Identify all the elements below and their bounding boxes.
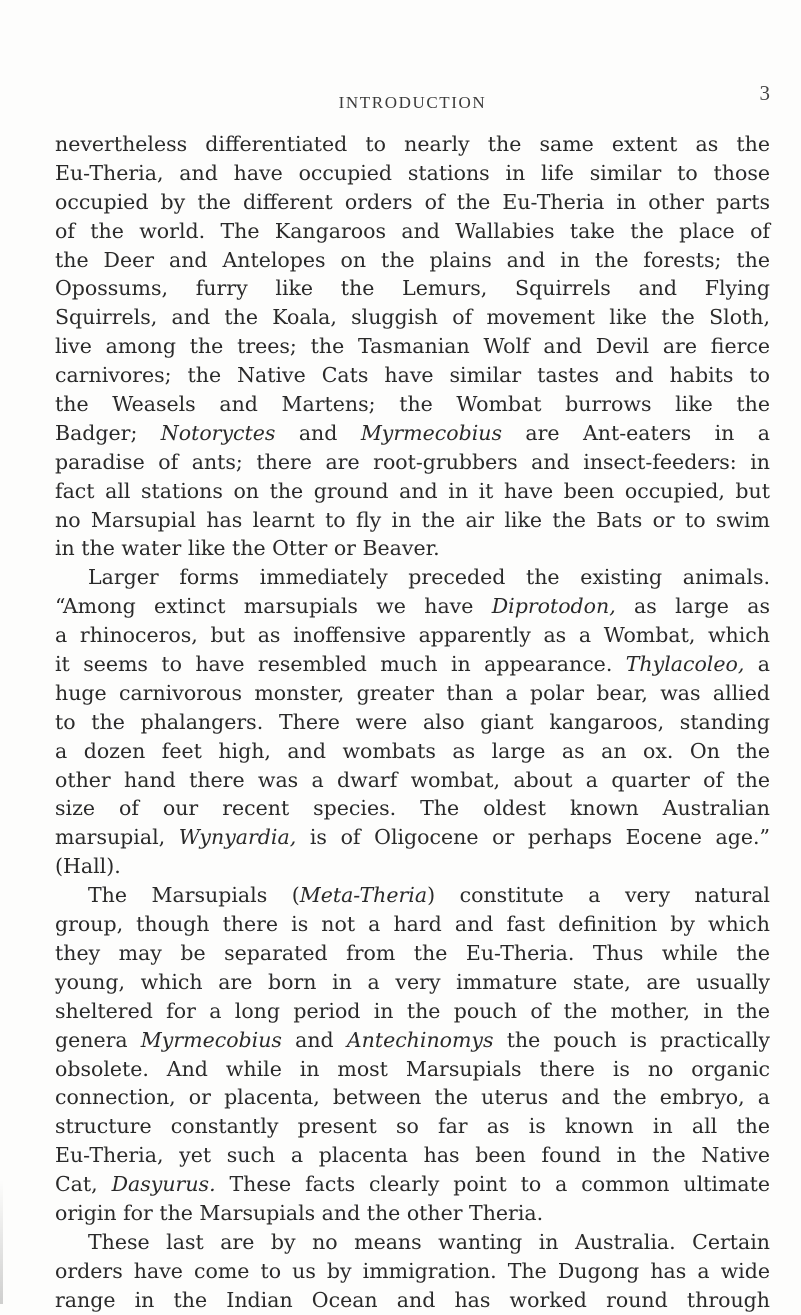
running-title: INTRODUCTION [338, 93, 487, 112]
text-line [55, 477, 770, 506]
text-line [55, 592, 770, 621]
text-run: sheltered for a long period in the pouch of the mother, in the [55, 998, 770, 1023]
italic-term: Meta-Theria [299, 883, 428, 908]
text-line [55, 679, 770, 708]
text-run: Badger; [55, 420, 161, 445]
italic-term: Wynyardia, [178, 825, 297, 850]
text-line [55, 1141, 770, 1170]
italic-term: Antechinomys [346, 1027, 494, 1052]
italic-term: Myrmecobius [360, 420, 502, 445]
text-line [55, 794, 770, 823]
text-line [55, 621, 770, 650]
text-run: the Deer and Antelopes on the plains and in the forests; the [55, 247, 770, 272]
text-line [55, 1026, 770, 1055]
italic-term: Thylacoleo, [625, 652, 745, 677]
text-line [55, 1257, 770, 1286]
text-line [55, 274, 770, 303]
text-run: ) constitute a very natural [427, 883, 770, 908]
text-line [55, 1199, 770, 1228]
text-run: Eu-Theria, yet such a placenta has been found in the Native [55, 1143, 770, 1168]
text-run: young, which are born in a very immature state, are usually [55, 969, 770, 994]
text-line [55, 361, 770, 390]
text-line [55, 506, 770, 535]
text-run: it seems to have resembled much in appearance. [55, 652, 626, 677]
text-line [55, 159, 770, 188]
text-line [55, 130, 770, 159]
text-line [55, 246, 770, 275]
text-run: origin for the Marsupials and the other Theria. [55, 1200, 544, 1225]
running-head [55, 81, 770, 121]
text-run: the Weasels and Martens; the Wombat burrows like the [55, 392, 770, 417]
text-line [55, 390, 770, 419]
text-run: obsolete. And while in most Marsupials there is no organic [55, 1056, 770, 1081]
text-run: nevertheless differentiated to nearly the same extent as the [55, 132, 770, 156]
text-line [55, 1112, 770, 1141]
text-line [55, 332, 770, 361]
text-run: marsupial, [55, 825, 179, 850]
text-run: occupied by the different orders of the Eu-Theria in other parts [55, 189, 770, 214]
text-line [55, 708, 770, 737]
text-run: live among the trees; the Tasmanian Wolf and Devil are fierce [55, 334, 770, 359]
text-run: “Among extinct marsupials we have [55, 594, 492, 619]
text-line [55, 1083, 770, 1112]
page-number: 3 [759, 81, 770, 105]
text-line [55, 823, 770, 852]
text-run: Eu-Theria, and have occupied stations in life similar to those [55, 160, 770, 185]
text-run: The Marsupials ( [88, 883, 300, 908]
text-run: structure constantly present so far as is known in all the [55, 1114, 770, 1139]
text-run: other hand there was a dwarf wombat, about a quarter of the [55, 767, 770, 792]
text-run: to the phalangers. There were also giant kangaroos, standing [55, 709, 770, 734]
text-run: Squirrels, and the Koala, sluggish of movement like the Sloth, [55, 305, 770, 330]
text-run: in the water like the Otter or Beaver. [55, 536, 440, 561]
text-run: Opossums, furry like the Lemurs, Squirrels and Flying [55, 276, 770, 301]
text-line [55, 563, 770, 592]
text-run: as large as [615, 594, 770, 619]
text-line [55, 1286, 770, 1315]
text-run: a rhinoceros, but as inoffensive apparently as a Wombat, which [55, 623, 770, 648]
text-run: group, though there is not a hard and fast definition by which [55, 912, 770, 937]
text-line [55, 1055, 770, 1084]
text-line [55, 217, 770, 246]
text-line [55, 766, 770, 795]
text-line [55, 1228, 770, 1257]
text-run: range in the Indian Ocean and has worked round through [55, 1287, 770, 1312]
text-run: a [744, 652, 770, 677]
text-line [55, 419, 770, 448]
text-run: orders have come to us by immigration. The Dugong has a wide [55, 1258, 770, 1283]
text-line [55, 534, 770, 563]
text-run: Larger forms immediately preceded the existing animals. [88, 565, 770, 590]
text-run: paradise of ants; there are root-grubbers and insect-feeders: in [55, 449, 770, 474]
text-line [55, 997, 770, 1026]
text-line [55, 968, 770, 997]
text-run: size of our recent species. The oldest known Australian [55, 796, 770, 821]
text-run: no Marsupial has learnt to fly in the air like the Bats or to swim [55, 507, 770, 532]
text-line [55, 650, 770, 679]
text-line [55, 188, 770, 217]
text-line [55, 910, 770, 939]
text-run: (Hall). [55, 854, 121, 879]
text-run: is of Oligocene or perhaps Eocene age.” [296, 825, 770, 850]
body-text [55, 130, 770, 1315]
text-line [55, 448, 770, 477]
italic-term: Dasyurus. [111, 1172, 216, 1197]
text-run: These last are by no means wanting in Australia. Certain [88, 1229, 770, 1254]
text-line [55, 737, 770, 766]
text-run: and [281, 1027, 347, 1052]
text-run: and [275, 420, 361, 445]
text-line [55, 939, 770, 968]
text-line [55, 303, 770, 332]
text-run: are Ant-eaters in a [501, 420, 770, 445]
italic-term: Notoryctes [160, 420, 276, 445]
italic-term: Myrmecobius [140, 1027, 282, 1052]
italic-term: Diprotodon, [491, 594, 616, 619]
text-run: carnivores; the Native Cats have similar tastes and habits to [55, 363, 770, 388]
text-line [55, 852, 770, 881]
text-run: the pouch is practically [493, 1027, 770, 1052]
text-run: connection, or placenta, between the uterus and the embryo, a [55, 1085, 770, 1110]
page-edge-shadow [0, 1180, 3, 1304]
text-run: genera [55, 1027, 141, 1052]
text-run: they may be separated from the Eu-Theria. Thus while the [55, 940, 770, 965]
text-run: a dozen feet high, and wombats as large as an ox. On the [55, 738, 770, 763]
text-line [55, 881, 770, 910]
text-line [55, 1170, 770, 1199]
text-run: huge carnivorous monster, greater than a polar bear, was allied [55, 680, 770, 705]
text-run: of the world. The Kangaroos and Wallabies take the place of [55, 218, 770, 243]
text-run: fact all stations on the ground and in it have been occupied, but [55, 478, 770, 503]
text-run: These facts clearly point to a common ultimate [215, 1172, 770, 1197]
text-run: Cat, [55, 1172, 112, 1197]
